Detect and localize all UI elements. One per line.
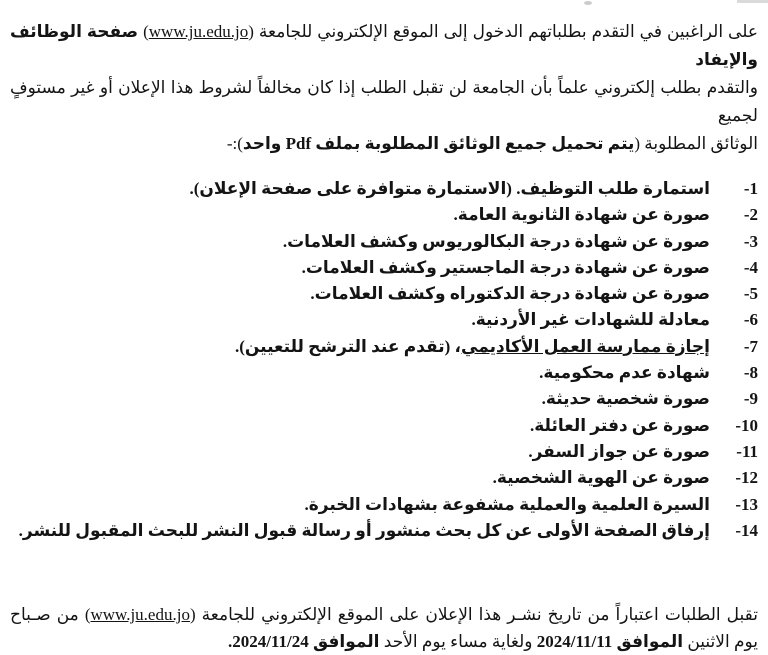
footer-line-1 [10, 601, 758, 628]
footer-text: تقبل الطلبات اعتباراً من تاريخ نشـر هذا الإعلان على الموقع الإلكتروني للجامعة ( [189, 605, 758, 625]
intro-line-3 [10, 130, 758, 158]
list-item [10, 413, 758, 439]
item-number: 8- [743, 363, 758, 383]
intro-paragraph [10, 18, 758, 158]
intro-line-1 [10, 18, 758, 74]
item-text: صورة عن شهادة درجة البكالوريوس وكشف العلامات. [282, 231, 710, 251]
footer-text: ولغاية مساء يوم الأحد [379, 632, 537, 652]
list-item [10, 229, 758, 255]
footer-line-2 [10, 628, 758, 655]
list-item [10, 255, 758, 281]
intro-text: الوثائق المطلوبة ( [634, 134, 758, 153]
list-item [10, 307, 758, 333]
pdf-upload-note: يتم تحميل جميع الوثائق المطلوبة بملف Pdf واحد [242, 134, 635, 153]
start-date: الموافق 2024/11/11 [536, 632, 684, 652]
list-item [10, 176, 758, 202]
item-text: صورة شخصية حديثة. [541, 389, 710, 409]
intro-text: ) [138, 22, 149, 41]
item-number: 6- [743, 310, 758, 330]
list-item [10, 518, 758, 544]
item-number: 1- [743, 179, 758, 198]
list-item [10, 202, 758, 228]
item-number: 12- [735, 468, 758, 488]
item-number: 2- [743, 205, 758, 225]
list-item [10, 439, 758, 465]
item-text: إرفاق الصفحة الأولى عن كل بحث منشور أو رسالة قبول النشر للبحث المقبول للنشر. [18, 520, 710, 540]
item-text: ، (تقدم عند الترشح للتعيين). [234, 336, 461, 356]
list-item [10, 360, 758, 386]
intro-line-2: والتقدم بطلب إلكتروني علماً بأن الجامعة لن تقبل الطلب إذا كان مخالفاً لشروط هذا الإعلان أو غير مستوفٍ لجميع [10, 78, 758, 125]
item-number: 13- [735, 494, 758, 514]
intro-text: ):- [226, 134, 243, 153]
item-number: 3- [743, 231, 758, 251]
item-text: صورة عن شهادة درجة الدكتوراه وكشف العلامات. [310, 284, 710, 304]
item-text: السيرة العلمية والعملية مشفوعة بشهادات الخبرة. [304, 494, 710, 514]
item-number: 10- [735, 415, 758, 435]
footer-text: ) من صـباح [10, 605, 91, 625]
intro-text: على الراغبين في التقدم بطلباتهم الدخول إلى الموقع الإلكتروني للجامعة ( [248, 22, 758, 41]
university-url: www.ju.edu.jo [148, 22, 249, 41]
footer-text: يوم الاثنين [683, 632, 758, 652]
list-item [10, 334, 758, 360]
university-url: www.ju.edu.jo [90, 605, 190, 625]
item-text: صورة عن شهادة الثانوية العامة. [453, 205, 710, 225]
item-number: 7- [743, 336, 758, 356]
scan-artifact-dot [584, 1, 592, 5]
requirements-list [10, 176, 758, 544]
item-text: شهادة عدم محكومية. [539, 363, 710, 383]
item-number: 4- [743, 257, 758, 277]
item-number: 14- [735, 520, 758, 540]
list-item [10, 281, 758, 307]
item-number: 5- [743, 284, 758, 304]
item-text: معادلة للشهادات غير الأردنية. [471, 310, 710, 330]
item-underlined-text: إجازة ممارسة العمل الأكاديمي [461, 336, 710, 356]
list-item [10, 386, 758, 412]
item-text: استمارة طلب التوظيف. (الاستمارة متوافرة على صفحة الإعلان). [189, 179, 710, 198]
footer-paragraph [10, 601, 758, 655]
end-date: الموافق 2024/11/24. [227, 632, 380, 652]
scan-artifact-streak [737, 0, 768, 3]
item-text: صورة عن دفتر العائلة. [529, 415, 710, 435]
item-number: 9- [743, 389, 758, 409]
item-text: صورة عن شهادة درجة الماجستير وكشف العلامات. [301, 257, 710, 277]
list-item [10, 465, 758, 491]
item-text: صورة عن جواز السفر. [528, 441, 710, 461]
jobs-page-label: صفحة الوظائف والإيفاد [10, 22, 758, 69]
item-number: 11- [736, 441, 758, 461]
item-text: صورة عن الهوية الشخصية. [492, 468, 710, 488]
list-item [10, 492, 758, 518]
